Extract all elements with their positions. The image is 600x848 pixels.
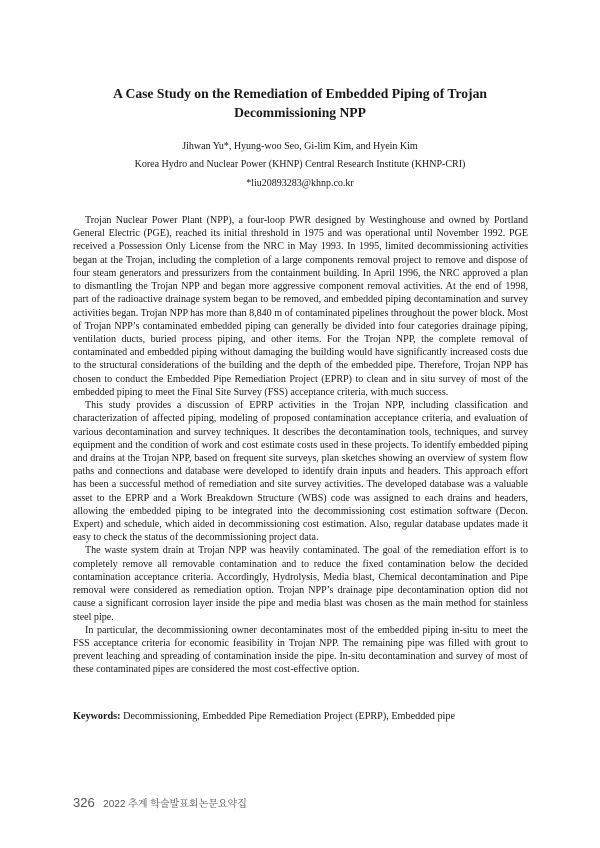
keywords-line: [73, 710, 528, 724]
corresponding-email: *liu20893283@khnp.co.kr: [246, 178, 354, 189]
paper-title: A Case Study on the Remediation of Embedded Piping of Trojan Decommissioning NPP: [113, 86, 487, 120]
paragraph-3: The waste system drain at Trojan NPP was heavily contaminated. The goal of the remediation effort is to completely remove all removable contamination and to reduce the fixed contamination below the decided contamination acceptance criteria. Accordingly, Hydrolysis, Media blast, Chemical decontamination and Pipe removal were considered as remediation option. Trojan NPP’s drainage pipe decontamination option did not cause a significant corrosion layer inside the pipe and media blast was chosen as the main method for stainless steel pipe.: [73, 545, 528, 623]
abstract-body: [73, 214, 528, 677]
page-footer: [73, 794, 247, 812]
author-list: Jihwan Yu*, Hyung-woo Seo, Gi-lim Kim, and Hyein Kim: [182, 141, 418, 152]
keywords-list: Decommissioning, Embedded Pipe Remediation Project (EPRP), Embedded pipe: [123, 711, 455, 722]
affiliation: Korea Hydro and Nuclear Power (KHNP) Central Research Institute (KHNP-CRI): [134, 159, 466, 170]
paragraph-1: Trojan Nuclear Power Plant (NPP), a four-loop PWR designed by Westinghouse and owned by Portland General Electric (PGE), reached its initial threshold in 1975 and was operational until November 1992. PGE received a Possession Only License from the NRC in May 1993. In 1995, limited decommissioning activities began at the Trojan, including the completion of a large components removal project to remove and dispose of four steam generators and pressurizers from the containment building. In April 1996, the NRC approved a plan to dismantling the Trojan NPP and began more aggressive component removal activities. At the end of 1998, part of the radioactive drainage system began to be removed, and embedded piping decontamination and survey activities began. Trojan NPP has more than 8,840 m of contaminated pipelines throughout the power block. Most of Trojan NPP’s contaminated embedded piping can generally be divided into four categories drainage piping, ventilation ducts, buried process piping, and other items. For the Trojan NPP, the complete removal of contaminated and embedded piping without damaging the building would have significantly increased costs due to the structural considerations of the building and the depth of the embedded pipe. Therefore, Trojan NPP has chosen to conduct the Embedded Pipe Remediation Project (EPRP) to clean and in situ survey of most of the embedded piping to meet the Final Site Survey (FSS) acceptance criteria, with much success.: [73, 215, 528, 398]
paragraph-4: In particular, the decommissioning owner decontaminates most of the embedded piping in-situ to meet the FSS acceptance criteria for economic feasibility in Trojan NPP. The remaining pipe was filled with grout to prevent leaching and spreading of contamination inside the pipe. In-situ decontamination and survey of most of these contaminated pipes are considered the most cost-effective option.: [73, 624, 528, 676]
journal-name: 2022 추계 학술발표회논문요약집: [103, 799, 247, 810]
keywords-label: Keywords:: [73, 711, 121, 722]
paragraph-2: This study provides a discussion of EPRP activities in the Trojan NPP, including classification and characterization of affected piping, modeling of proposed contamination acceptance criteria, and evaluation of various decontamination and survey techniques. It describes the decontamination tools, techniques, and survey equipment and the condition of work and cost estimate costs used in these projects. To identify embedded piping and drains at the Trojan NPP, based on frequent site surveys, plan sketches showing an overview of system flow paths and connections and database were developed to identify drain inputs and headers. This approach effort has been a successful method of remediation and site survey activities. The developed database was a valuable asset to the EPRP and a Work Breakdown Structure (WBS) code was assigned to each drains and headers, allowing the embedded piping to be integrated into the decommissioning cost estimation software (Decon. Expert) and schedule, which aided in decommissioning cost estimation. Also, regular database updates made it easy to check the status of the decommissioning project data.: [73, 400, 528, 544]
page-number: 326: [73, 795, 95, 810]
